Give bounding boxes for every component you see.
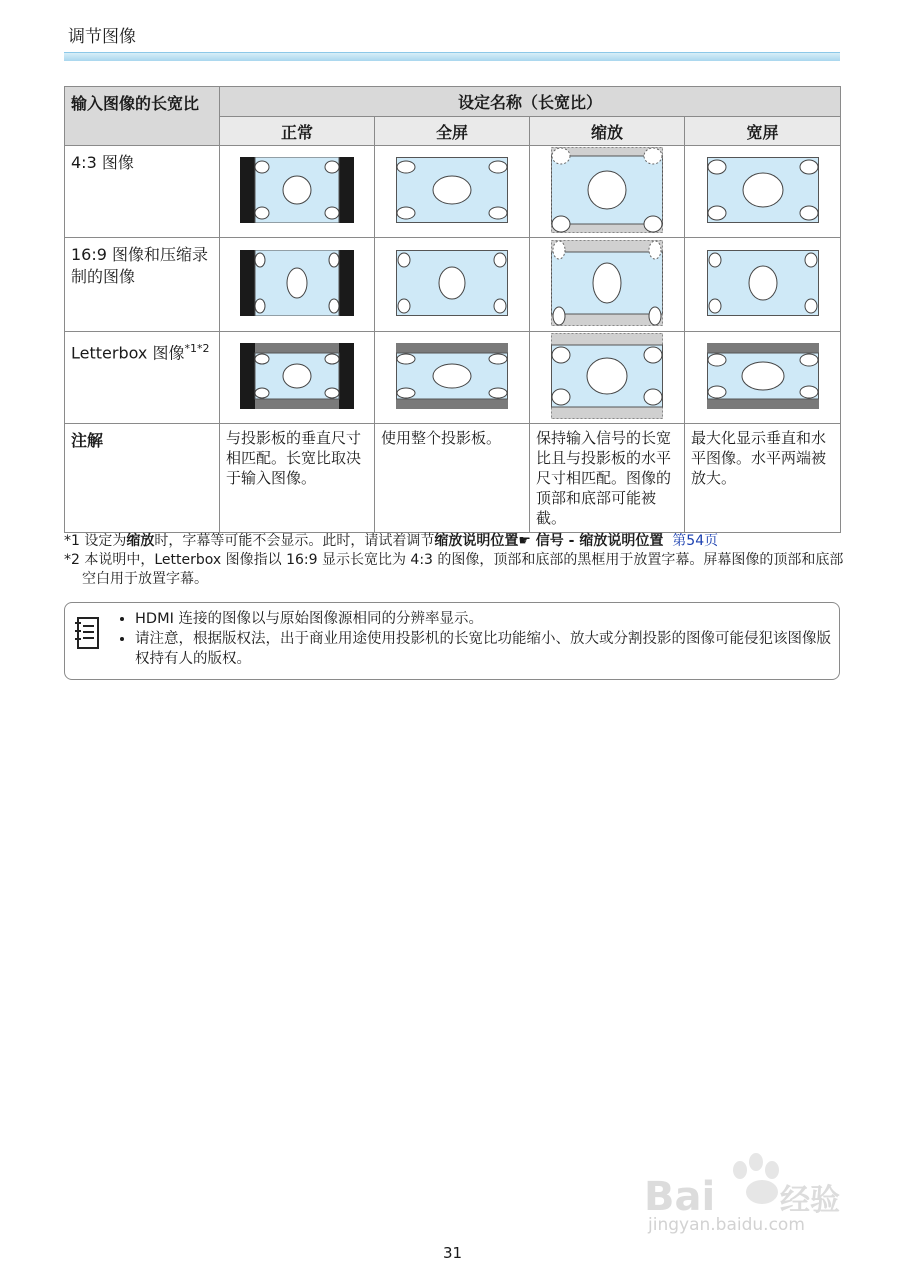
diagram-16-9-full xyxy=(396,250,508,316)
note-wide: 最大化显示垂直和水平图像。水平两端被放大。 xyxy=(685,424,841,533)
setting-name-header: 设定名称（长宽比） xyxy=(220,87,841,117)
img-16-9-full xyxy=(375,238,530,332)
note-item: • 请注意，根据版权法，出于商业用途使用投影机的长宽比功能缩小、放大或分割投影的图像可能侵犯该图像版权持有人的版权。 xyxy=(135,629,835,669)
diagram-4-3-zoom xyxy=(551,147,663,233)
img-16-9-normal xyxy=(220,238,375,332)
diagram-16-9-normal xyxy=(240,250,354,316)
diagram-16-9-wide xyxy=(707,250,819,316)
diagram-letterbox-zoom xyxy=(551,333,663,419)
pointing-hand-icon: ☛ xyxy=(518,533,531,549)
footnote-1: *1 设定为缩放时，字幕等可能不会显示。此时，请试着调节缩放说明位置☛ 信号 - 缩放说明位置 第54页 xyxy=(64,533,719,549)
img-letterbox-full xyxy=(375,332,530,424)
note-zoom: 保持输入信号的长宽比且与投影板的水平尺寸相匹配。图像的顶部和底部可能被截。 xyxy=(530,424,685,533)
diagram-4-3-normal xyxy=(240,157,354,223)
img-letterbox-normal xyxy=(220,332,375,424)
img-4-3-full xyxy=(375,146,530,238)
watermark-url: jingyan.baidu.com xyxy=(648,1215,805,1235)
img-4-3-zoom xyxy=(530,146,685,238)
note-item: • HDMI 连接的图像以与原始图像源相同的分辨率显示。 xyxy=(135,609,835,629)
img-4-3-normal xyxy=(220,146,375,238)
diagram-4-3-full xyxy=(396,157,508,223)
note-full: 使用整个投影板。 xyxy=(375,424,530,533)
diagram-16-9-zoom xyxy=(551,240,663,326)
row-label-4-3: 4:3 图像 xyxy=(65,146,220,238)
notes-row-label: 注解 xyxy=(65,424,220,533)
mode-normal-header: 正常 xyxy=(220,117,375,146)
img-16-9-wide xyxy=(685,238,841,332)
footnote-2: *2 本说明中，Letterbox 图像指以 16:9 显示长宽比为 4:3 的图像，顶部和底部的黑框用于放置字幕。屏幕图像的顶部和底部空白用于放置字幕。 xyxy=(64,552,844,587)
row-label-16-9: 16:9 图像和压缩录制的图像 xyxy=(65,238,220,332)
header-rule xyxy=(64,52,840,61)
mode-wide-header: 宽屏 xyxy=(685,117,841,146)
footnotes xyxy=(64,532,844,589)
row-label-letterbox: Letterbox 图像$^{*1*2}$ xyxy=(65,332,220,424)
img-letterbox-zoom xyxy=(530,332,685,424)
page-header-title: 调节图像 xyxy=(68,27,136,47)
img-letterbox-wide xyxy=(685,332,841,424)
mode-full-header: 全屏 xyxy=(375,117,530,146)
diagram-letterbox-full xyxy=(396,343,508,409)
aspect-ratio-table xyxy=(64,86,841,533)
note-icon xyxy=(75,615,101,651)
input-aspect-header: 输入图像的长宽比 xyxy=(65,87,220,146)
page-54-link[interactable]: 第54页 xyxy=(672,533,719,549)
img-16-9-zoom xyxy=(530,238,685,332)
img-4-3-wide xyxy=(685,146,841,238)
mode-zoom-header: 缩放 xyxy=(530,117,685,146)
diagram-letterbox-normal xyxy=(240,343,354,409)
note-box xyxy=(64,602,840,680)
page-number: 31 xyxy=(442,1244,463,1262)
diagram-letterbox-wide xyxy=(707,343,819,409)
svg-text:Bai: Bai xyxy=(644,1174,716,1220)
svg-text:经验: 经验 xyxy=(780,1183,840,1218)
note-normal: 与投影板的垂直尺寸相匹配。长宽比取决于输入图像。 xyxy=(220,424,375,533)
diagram-4-3-wide xyxy=(707,157,819,223)
